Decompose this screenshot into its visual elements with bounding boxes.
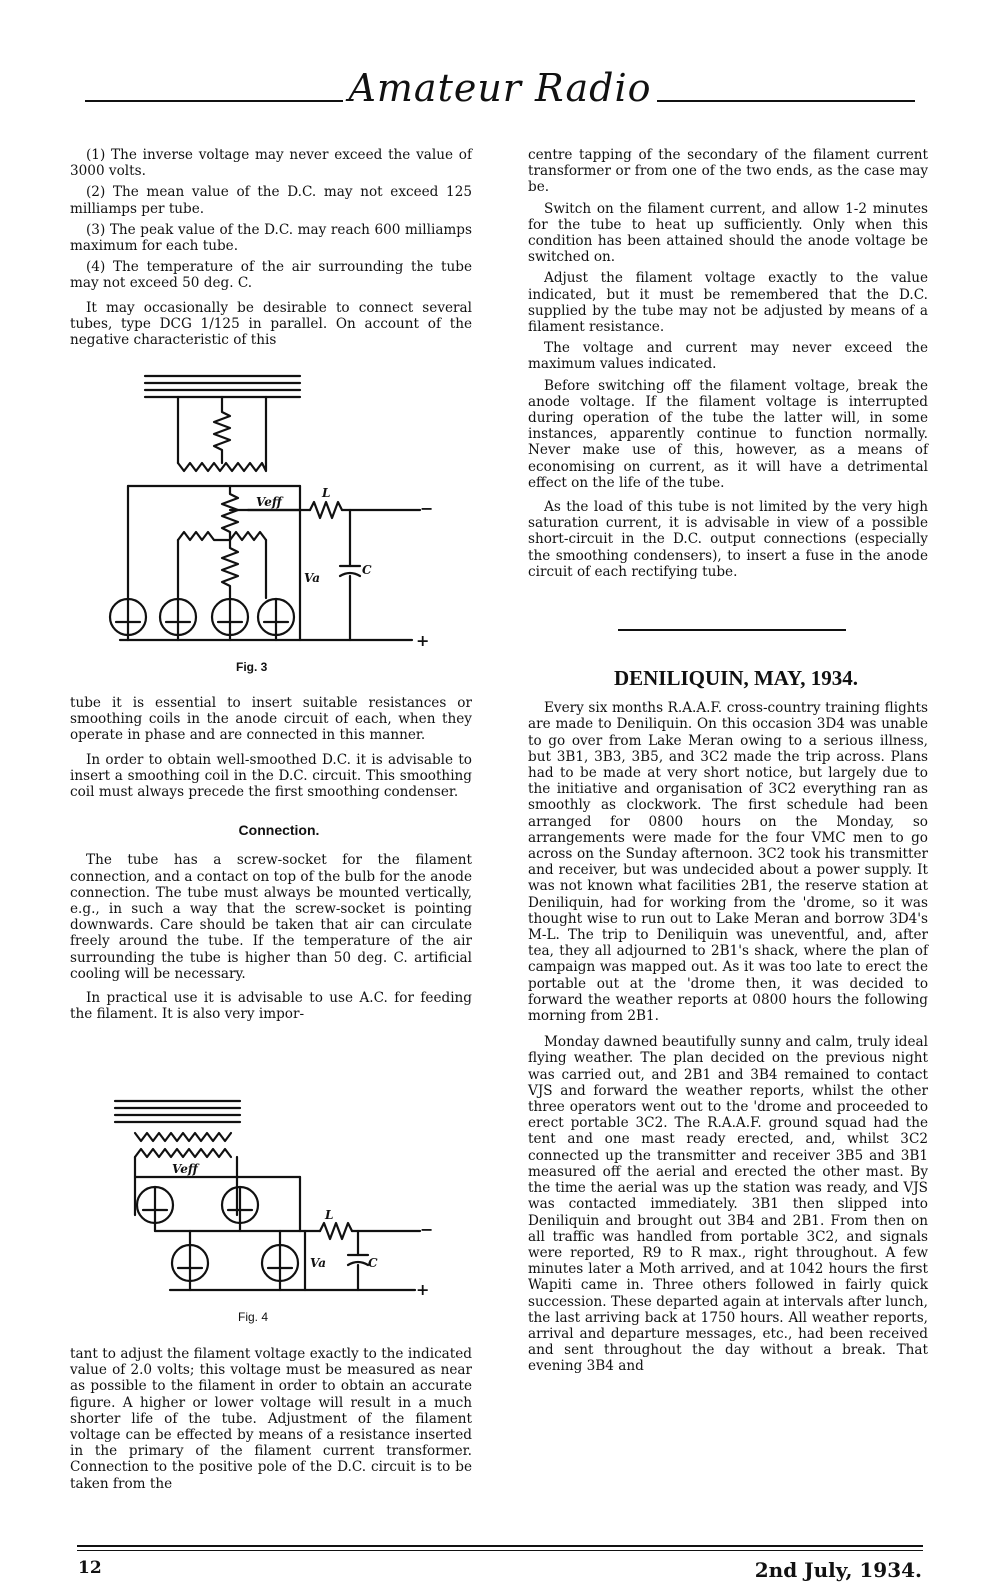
paragraph-connection: The tube has a screw-socket for the filament connection, and a contact on top of the bulb for the anode connection. The tube must always be mounted vertically, e.g., in such a way that the screw-socket is pointing downwards. Care should be taken that air can circulate freely around the tube. If the temperature of the air surrounding the tube is higher than 50 deg. C. artificial cooling will be necessary. [70,852,472,982]
figure-3-circuit-diagram [100,370,440,650]
paragraph-filament-voltage: tant to adjust the filament voltage exactly to the indicated value of 2.0 volts; this voltage must be measured as near as possible to the filament in order to obtain an accurate figure. A higher or lower voltage will result in a much shorter life of the tube. Adjustment of the filament voltage can be effected by means of a resistance inserted in the primary of the filament current transformer. Connection to the positive pole of the D.C. circuit is to be taken from the [70,1346,472,1492]
label-l: L [322,486,331,500]
paragraph-switch-on: Switch on the filament current, and allow 1-2 minutes for the tube to heat up sufficiently. Only when this condition has been attained should the anode voltage be switched on. [528,200,928,266]
masthead-rule-right [657,100,915,102]
label-veff: Veff [172,1162,198,1176]
connection-heading: Connection. [238,822,320,839]
paragraph-switching-off: Before switching off the filament voltage, break the anode voltage. If the filament voltage is interrupted during operation of the tube the latter will, in some instances, apparently continue to function normally. Never make use of this, however, as a means of economising on current, as it will have a detrimental effect on the life of the tube. [528,377,928,491]
left-column-top [70,147,472,353]
article-paragraph-2: Monday dawned beautifully sunny and calm, truly ideal flying weather. The plan decided on the previous night was carried out, and 2B1 and 3B4 remained to contact VJS and forward the weather reports, whilst the other three operators went out to the 'drome and proceeded to erect portable 3C2. The R.A.A.F. ground squad had the tent and one mast ready erected, and, whilst 3C2 connected up the transmitter and receiver 3B5 and 3B1 measured off the aerial and erected the other mast. By the time the aerial was up the station was ready, and VJS was contacted immediately. 3B1 then slipped into Deniliquin and brought out 3B4 and 2B1. From then on all traffic was handled from portable 3C2, and signals were reported, R9 to R max., right throughout. A few minutes later a Moth arrived, and at 1042 hours the first Wapiti came in. Three others followed in fairly quick succession. These departed again at intervals after lunch, the last arriving back at 1750 hours. All weather reports, arrival and departure messages, etc., had been received and sent throughout the day without a break. That evening 3B4 and [528,1034,928,1375]
paragraph-parallel-tubes: It may occasionally be desirable to connect several tubes, type DCG 1/125 in parallel. On account of the negative characteristic of this [70,299,472,349]
paragraph-max-values: The voltage and current may never exceed the maximum values indicated. [528,340,928,373]
article-title: DENILIQUIN, MAY, 1934. [613,666,859,690]
tube-icon [258,599,294,640]
label-va: Va [310,1256,326,1270]
label-va: Va [304,571,320,585]
footer-rule-thick [77,1545,923,1547]
label-l: L [325,1208,334,1222]
paragraph-resistances: tube it is essential to insert suitable resistances or smoothing coils in the anode circuit of each, when they operate in phase and are connected in this manner. [70,695,472,744]
label-c: C [368,1256,378,1270]
tube-icon [172,1245,208,1290]
label-plus: + [416,1280,430,1295]
paragraph-centre-tapping: centre tapping of the secondary of the filament current transformer or from one of the two ends, as the case may be. [528,147,928,196]
label-minus: − [420,1220,434,1239]
right-column-top [528,147,928,585]
paragraph-smoothing: In order to obtain well-smoothed D.C. it is advisable to insert a smoothing coil in the D.C. circuit. This smoothing coil must always precede the first smoothing condenser. [70,751,472,801]
paragraph-adjust: Adjust the filament voltage exactly to the value indicated, but it must be remembered that the D.C. supplied by the tube may not be adjusted by means of a filament resistance. [528,270,928,336]
spec-item-1: (1) The inverse voltage may never exceed the value of 3000 volts. [70,147,472,180]
article-deniliquin [528,666,928,1380]
tube-icon [262,1245,298,1290]
label-minus: − [420,499,434,518]
tube-icon [110,599,146,640]
issue-date: 2nd July, 1934. [754,1558,922,1582]
label-c: C [362,563,372,577]
tube-icon [212,599,248,640]
footer-rule-thin [77,1550,923,1551]
masthead-rule-left [85,100,343,102]
spec-item-2: (2) The mean value of the D.C. may not exceed 125 milliamps per tube. [70,184,472,217]
left-column-mid [70,695,472,1027]
tube-icon [160,599,196,640]
section-divider [618,629,846,631]
tube-icon [222,1187,258,1223]
masthead [85,66,915,118]
figure-4-circuit-diagram [110,1095,440,1295]
left-column-bottom [70,1346,472,1497]
paragraph-practical-use: In practical use it is advisable to use A.C. for feeding the filament. It is also very impor- [70,990,472,1023]
article-paragraph-1: Every six months R.A.A.F. cross-country training flights are made to Deniliquin. On this occasion 3D4 was unable to go over from Lake Meran owing to a serious illness, but 3B1, 3B3, 3B5, and 3C2 made the trip across. Plans had to be made at very short notice, but largely due to the initiative and organisation of 3C2 everything ran as smoothly as clockwork. The first schedule had been arranged for 0800 hours on the Monday, so arrangements were made for the four VMC men to go across on the Sunday afternoon. 3C2 took his transmitter and receiver, but was undecided about a power supply. It was not known what facilities 2B1, the reserve station at Deniliquin, had for working from the 'drome, so it was thought wise to run out to Lake Meran and borrow 3D4's M-L. The trip to Deniliquin was uneventful, and, after tea, they all adjourned to 2B1's shack, where the plan of campaign was mapped out. As it was too late to erect the portable out at the 'drome then, it was decided to forward the weather reports at 0800 hours the following morning from 2B1. [528,700,928,1025]
spec-item-3: (3) The peak value of the D.C. may reach 600 milliamps maximum for each tube. [70,221,472,255]
figure-4-caption: Fig. 4 [238,1310,269,1324]
label-plus: + [416,631,430,650]
masthead-title: Amateur Radio [348,66,652,110]
spec-item-4: (4) The temperature of the air surrounding the tube may not exceed 50 deg. C. [70,259,472,292]
label-veff: Veff [256,495,282,509]
tube-icon [137,1187,173,1223]
figure-3-caption: Fig. 3 [236,660,268,674]
paragraph-fuse: As the load of this tube is not limited by the very high saturation current, it is advisable in view of a possible short-circuit in the D.C. output connections (especially the smoothing condensers), to insert a fuse in the anode circuit of each rectifying tube. [528,499,928,580]
page-number: 12 [78,1558,102,1578]
